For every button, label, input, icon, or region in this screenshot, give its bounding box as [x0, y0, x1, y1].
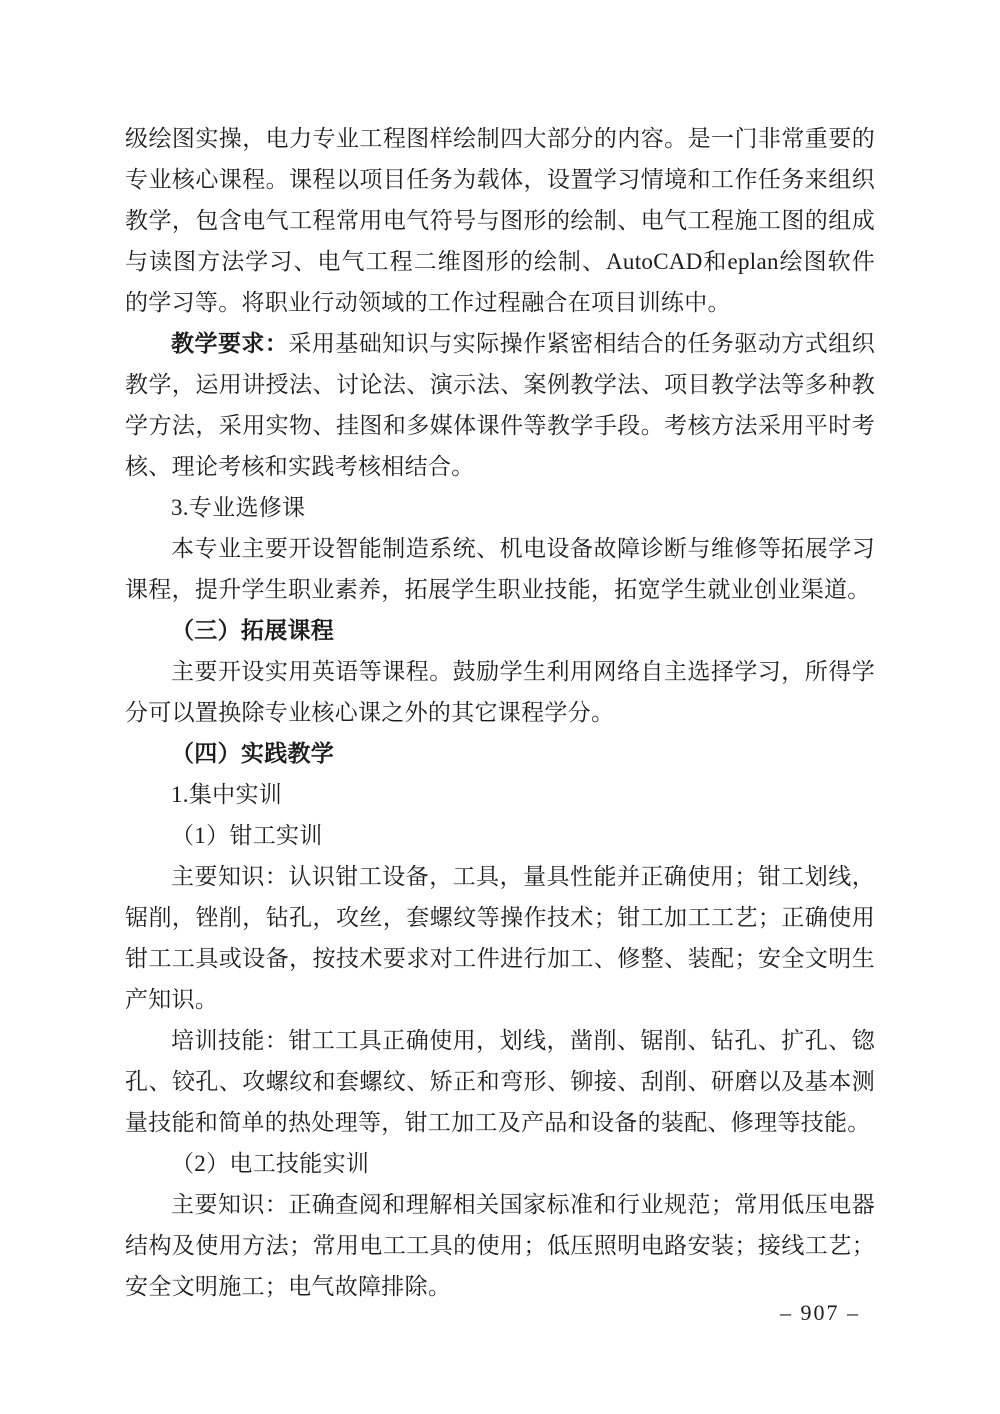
teaching-requirements-text: 采用基础知识与实际操作紧密相结合的任务驱动方式组织教学，运用讲授法、讨论法、演示法、案例教学法、项目教学法等多种教学方法，采用实物、挂图和多媒体课件等教学手段。考核方法采用平时考核、理论考核和实践考核相结合。 — [125, 331, 876, 479]
page-number: – 907 – — [780, 1300, 860, 1325]
heading-fitter-training: （1）钳工实训 — [171, 823, 323, 848]
paragraph-course-description-continuation: 级绘图实操，电力专业工程图样绘制四大部分的内容。是一门非常重要的专业核心课程。课程以项目任务为载体，设置学习情境和工作任务来组织教学，包含电气工程常用电气符号与图形的绘制、电气工程施工图的组成与读图方法学习、电气工程二维图形的绘制、AutoCAD和eplan绘图软件的学习等。将职业行动领域的工作过程融合在项目训练中。 — [125, 126, 875, 315]
paragraph-expansion-courses-description: 主要开设实用英语等课程。鼓励学生利用网络自主选择学习，所得学分可以置换除专业核心课之外的其它课程学分。 — [125, 659, 875, 725]
document-body — [125, 118, 875, 1307]
heading-elective-courses: 3.专业选修课 — [171, 495, 306, 520]
heading-practical-teaching: （四）实践教学 — [171, 741, 335, 766]
paragraph-elective-courses-description: 本专业主要开设智能制造系统、机电设备故障诊断与维修等拓展学习课程，提升学生职业素养，拓展学生职业技能，拓宽学生就业创业渠道。 — [125, 536, 875, 602]
paragraph-fitter-skills: 培训技能：钳工工具正确使用，划线，凿削、锯削、钻孔、扩孔、锪孔、铰孔、攻螺纹和套螺纹、矫正和弯形、铆接、刮削、研磨以及基本测量技能和简单的热处理等，钳工加工及产品和设备的装配、修理等技能。 — [125, 1028, 875, 1135]
paragraph-electrician-knowledge: 主要知识：正确查阅和理解相关国家标准和行业规范；常用低压电器结构及使用方法；常用电工工具的使用；低压照明电路安装；接线工艺；安全文明施工；电气故障排除。 — [125, 1192, 875, 1299]
heading-expansion-courses: （三）拓展课程 — [171, 618, 335, 643]
teaching-requirements-label: 教学要求： — [171, 331, 289, 356]
heading-electrician-training: （2）电工技能实训 — [171, 1151, 370, 1176]
paragraph-teaching-requirements — [125, 323, 875, 487]
heading-centralized-training: 1.集中实训 — [171, 782, 283, 807]
paragraph-fitter-knowledge: 主要知识：认识钳工设备，工具，量具性能并正确使用；钳工划线，锯削，锉削，钻孔，攻丝，套螺纹等操作技术；钳工加工工艺；正确使用钳工工具或设备，按技术要求对工件进行加工、修整、装配；安全文明生产知识。 — [125, 864, 875, 1012]
